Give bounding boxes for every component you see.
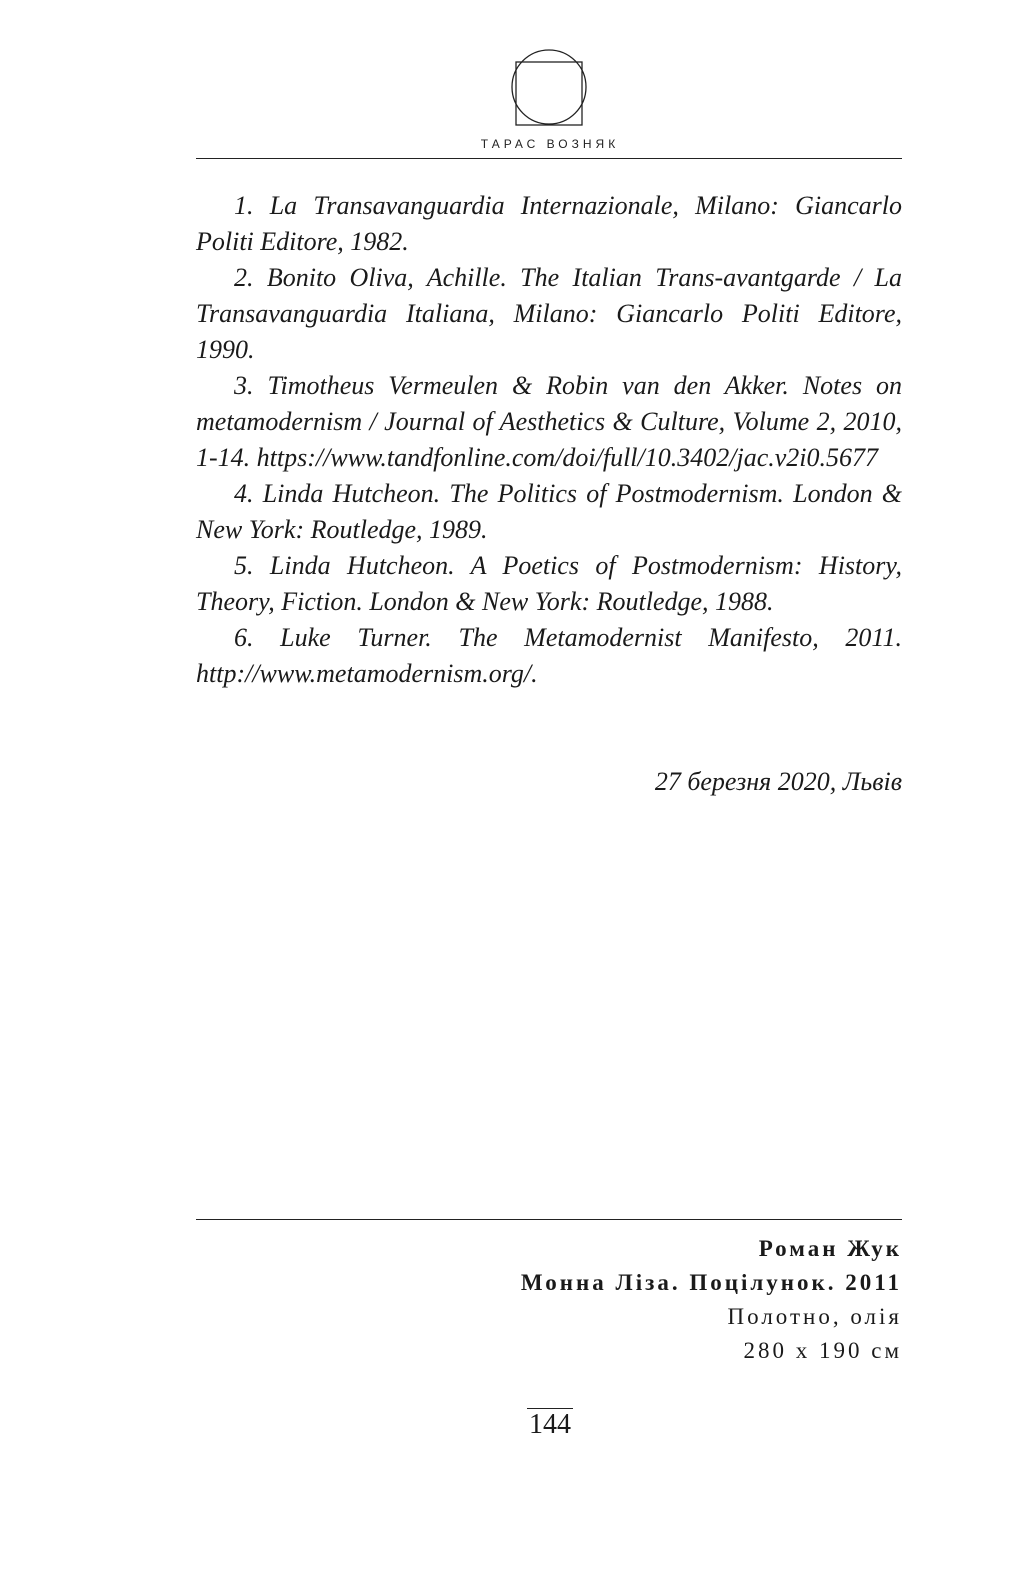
date-place: 27 березня 2020, Львів (654, 767, 902, 796)
reference-item: 1. La Transavanguardia Internazionale, Milano: Giancarlo Politi Editore, 1982. (196, 191, 902, 256)
page-number-text: 144 (529, 1409, 571, 1440)
header-divider (196, 158, 902, 159)
reference-item: 5. Linda Hutcheon. A Poetics of Postmodernism: History, Theory, Fiction. London & New York: Routledge, 1988. (196, 551, 902, 616)
caption-title: Монна Ліза. Поцілунок. 2011 (520, 1270, 902, 1295)
reference-item: 4. Linda Hutcheon. The Politics of Postmodernism. London & New York: Routledge, 1989. (196, 479, 902, 544)
caption-medium: Полотно, олія (727, 1304, 902, 1329)
artwork-caption (521, 1232, 902, 1368)
running-header-author: ТАРАС ВОЗНЯК (480, 137, 620, 151)
reference-list (196, 188, 902, 692)
reference-item: 3. Timotheus Vermeulen & Robin van den Akker. Notes on metamodernism / Journal of Aesthetics & Culture, Volume 2, 2010, 1-14. https://www.tandfonline.com/doi/full/10.3402/jac.v2i0.5677 (196, 371, 902, 472)
circle-square-logo-icon (510, 48, 588, 126)
caption-artist: Роман Жук (758, 1236, 902, 1261)
caption-divider (196, 1219, 902, 1220)
reference-item: 6. Luke Turner. The Metamodernist Manifesto, 2011. http://www.metamodernism.org/. (196, 623, 902, 688)
caption-dimensions: 280 x 190 см (743, 1338, 902, 1363)
reference-item: 2. Bonito Oliva, Achille. The Italian Trans-avantgarde / La Transavanguardia Italiana, Milano: Giancarlo Politi Editore, 1990. (196, 263, 902, 364)
page-number (0, 1408, 1024, 1442)
